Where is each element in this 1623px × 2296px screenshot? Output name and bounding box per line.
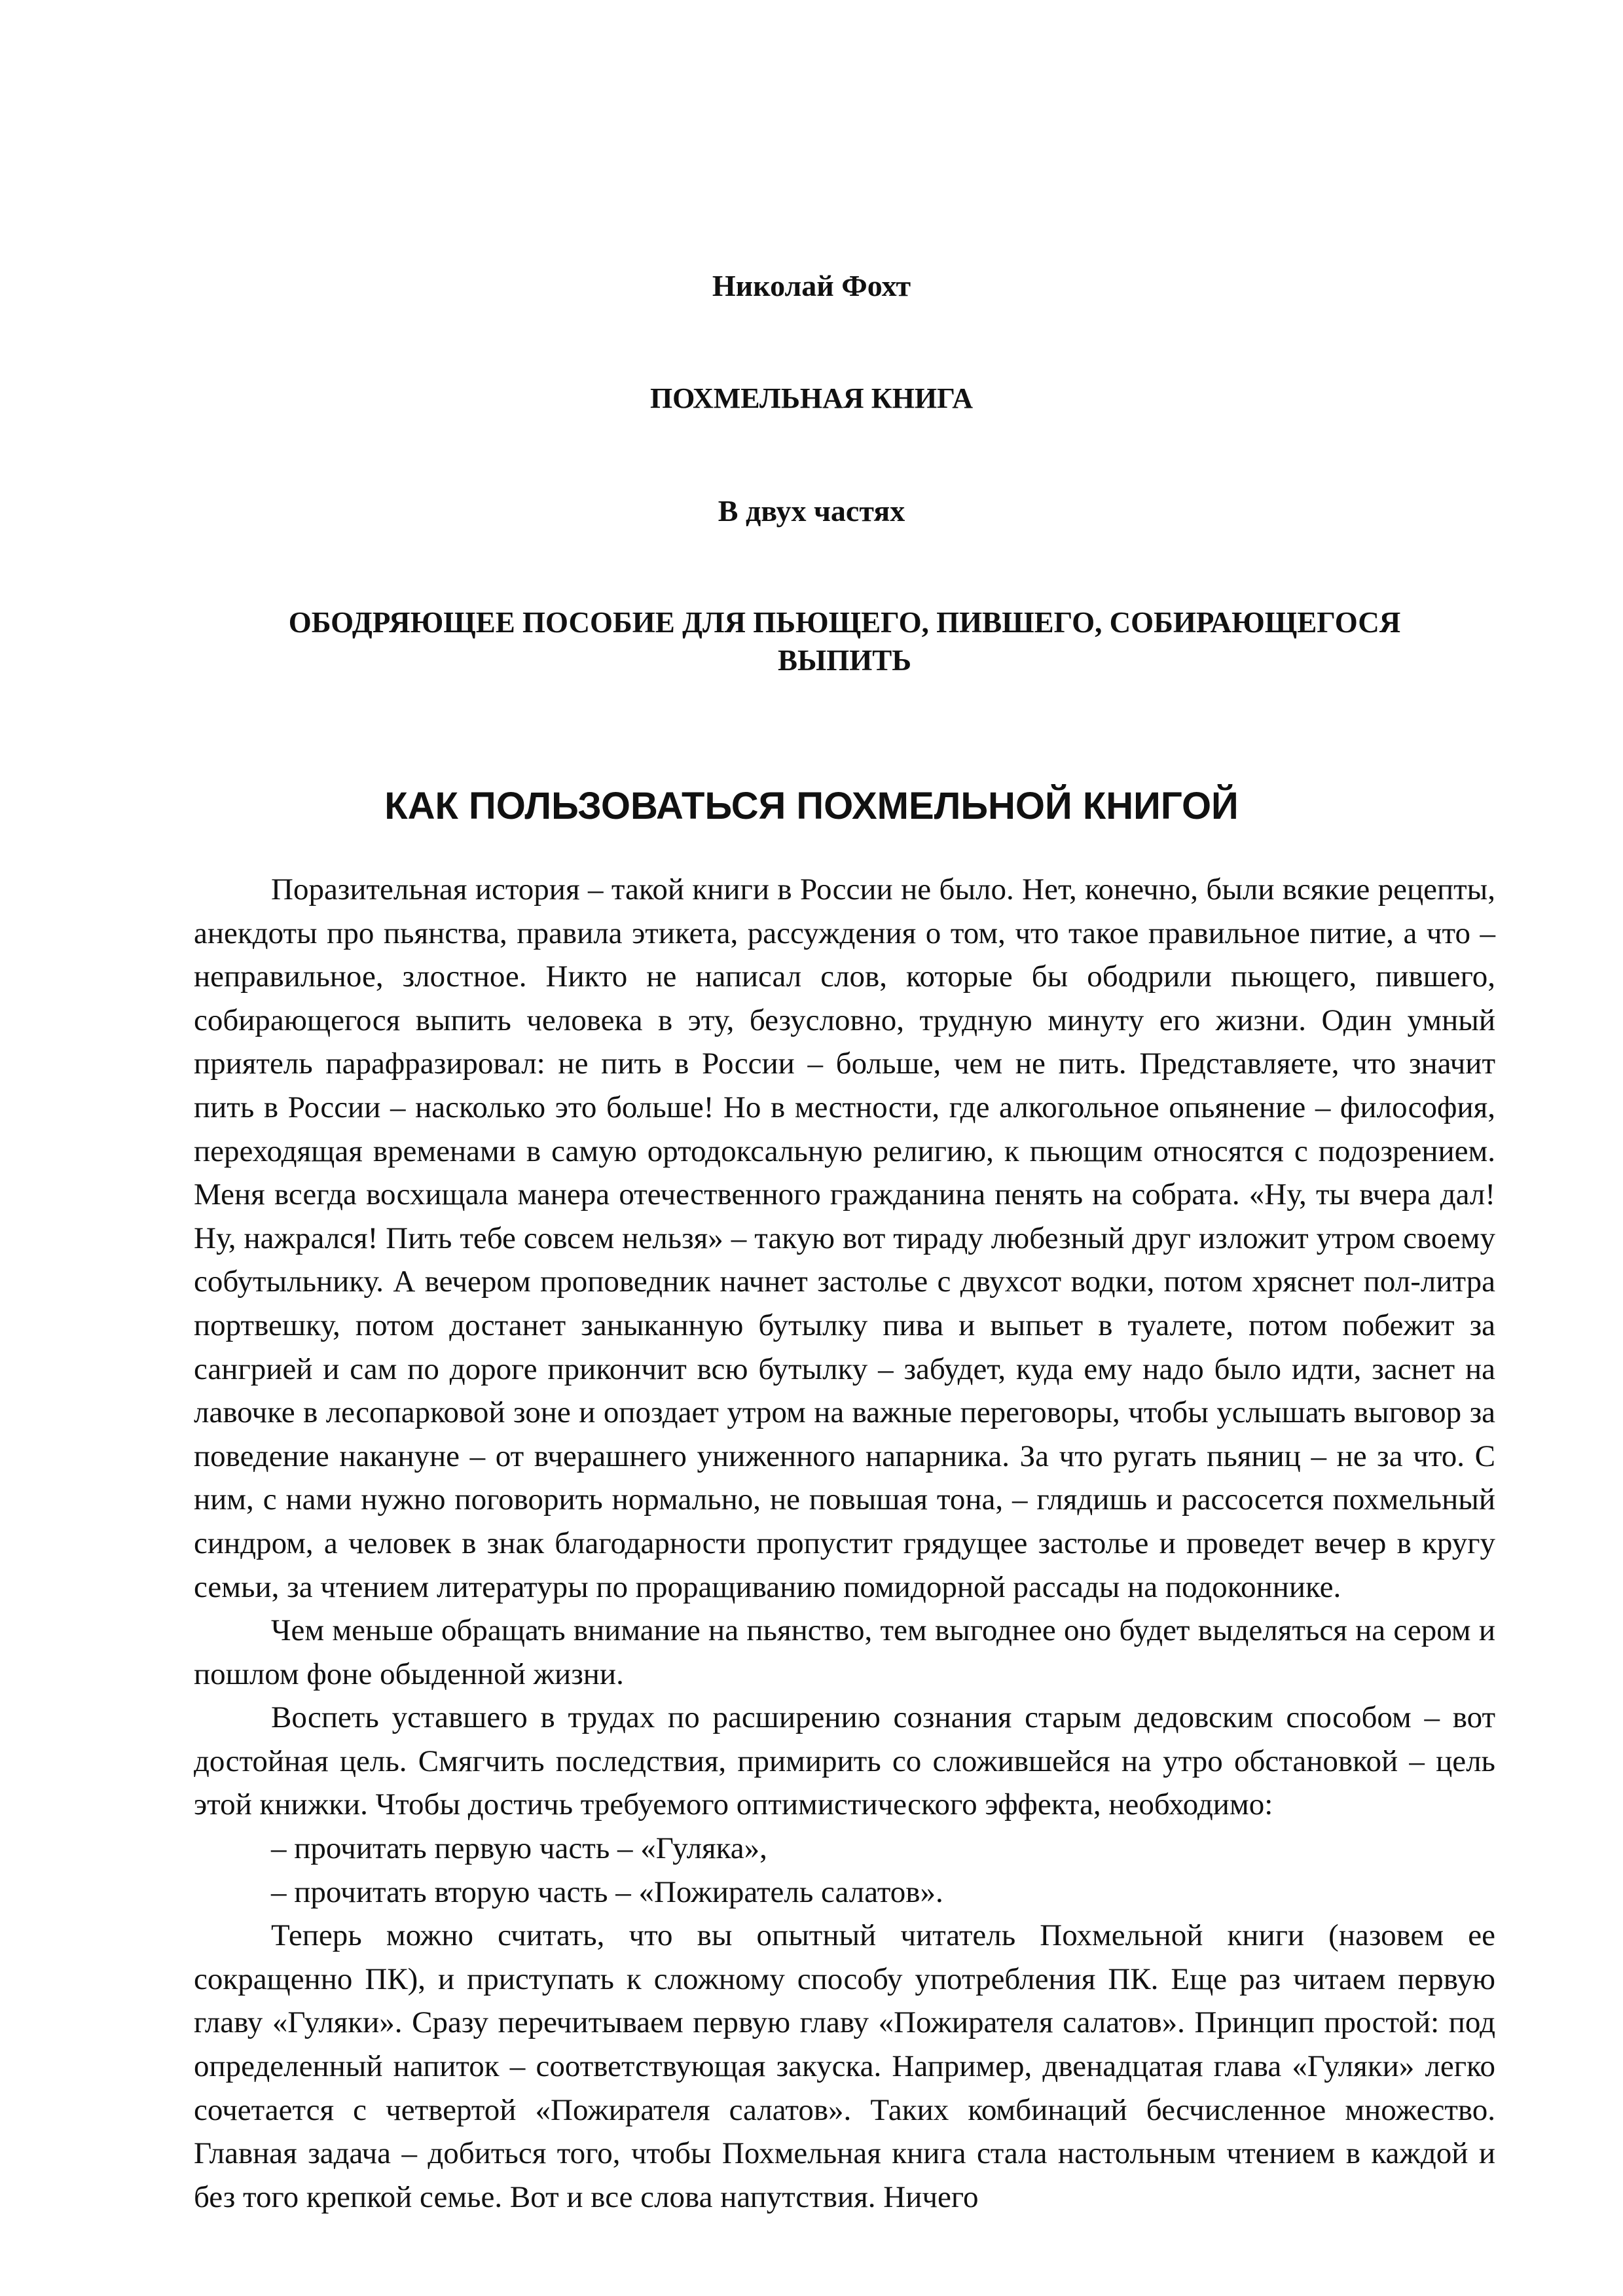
book-title: ПОХМЕЛЬНАЯ КНИГА [649,382,974,414]
paragraph: Поразительная история – такой книги в России не было. Нет, конечно, были всякие рецепты, анекдоты про пьянства, правила этикета, рассуждения о том, что такое правильное питие, а что – неправильное, злостное. Никто не написал слов, которые бы ободрили пьющего, пившего, собирающегося выпить человека в эту, безусловно, трудную минуту его жизни. Один умный приятель парафразировал: не пить в России – больше, чем не пить. Представляете, что значит пить в России – насколько это больше! Но в местности, где алкогольное опьянение – философия, переходящая временами в самую ортодоксальную религию, к пьющим относятся с подозрением. Меня всегда восхищала манера отечественного гражданина пенять на собрата. «Ну, ты вчера дал! Ну, нажрался! Пить тебе совсем нельзя» – такую вот тираду любезный друг изложит утром своему собутыльнику. А вечером проповедник начнет застолье с двухсот водки, потом хряснет пол-литра портвешку, потом достанет заныканную бутылку пива и выпьет в туалете, потом побежит за сангрией и сам по дороге прикончит всю бутылку – забудет, куда ему надо было идти, заснет на лавочке в лесопарковой зоне и опоздает утром на важные переговоры, чтобы услышать выговор за поведение накануне – от вчерашнего униженного напарника. За что ругать пьяниц – не за что. С ним, с нами нужно поговорить нормально, не повышая тона, – глядишь и рассосется похмельный синдром, а человек в знак благодарности пропустит грядущее застолье и проведет вечер в кругу семьи, за чтением литературы по проращиванию помидорной рассады на подоконнике. [194,872,1495,1604]
author-name: Николай Фохт [712,269,911,302]
book-subtitle: ОБОДРЯЮЩЕЕ ПОСОБИЕ ДЛЯ ПЬЮЩЕГО, ПИВШЕГО, СОБИРАЮЩЕГОСЯ ВЫПИТЬ [288,606,1401,677]
chapter-body [194,868,1495,2219]
list-item: – прочитать первую часть – «Гуляка», [271,1831,767,1866]
paragraph: Теперь можно считать, что вы опытный читатель Похмельной книги (назовем ее сокращенно ПК), и приступать к сложному способу употребления ПК. Еще раз читаем первую главу «Гуляки». Сразу перечитываем первую главу «Пожирателя салатов». Принцип простой: под определенный напиток – соответствующая закуска. Например, двенадцатая глава «Гуляки» легко сочетается с четвертой «Пожирателя салатов». Таких комбинаций бесчисленное множество. Главная задача – добиться того, чтобы Похмельная книга стала настольным чтением в каждой и без того крепкой семье. Вот и все слова напутствия. Ничего [194,1918,1495,2214]
paragraph: Чем меньше обращать внимание на пьянство, тем выгоднее оно будет выделяться на сером и пошлом фоне обыденной жизни. [194,1613,1495,1691]
paragraph: Воспеть уставшего в трудах по расширению сознания старым дедовским способом – вот достойная цель. Смягчить последствия, примирить со сложившейся на утро обстановкой – цель этой книжки. Чтобы достичь требуемого оптимистического эффекта, необходимо: [194,1700,1495,1822]
parts-note: В двух частях [718,494,905,528]
list-item: – прочитать вторую часть – «Пожиратель салатов». [271,1874,943,1909]
chapter-heading: КАК ПОЛЬЗОВАТЬСЯ ПОХМЕЛЬНОЙ КНИГОЙ [384,785,1239,827]
